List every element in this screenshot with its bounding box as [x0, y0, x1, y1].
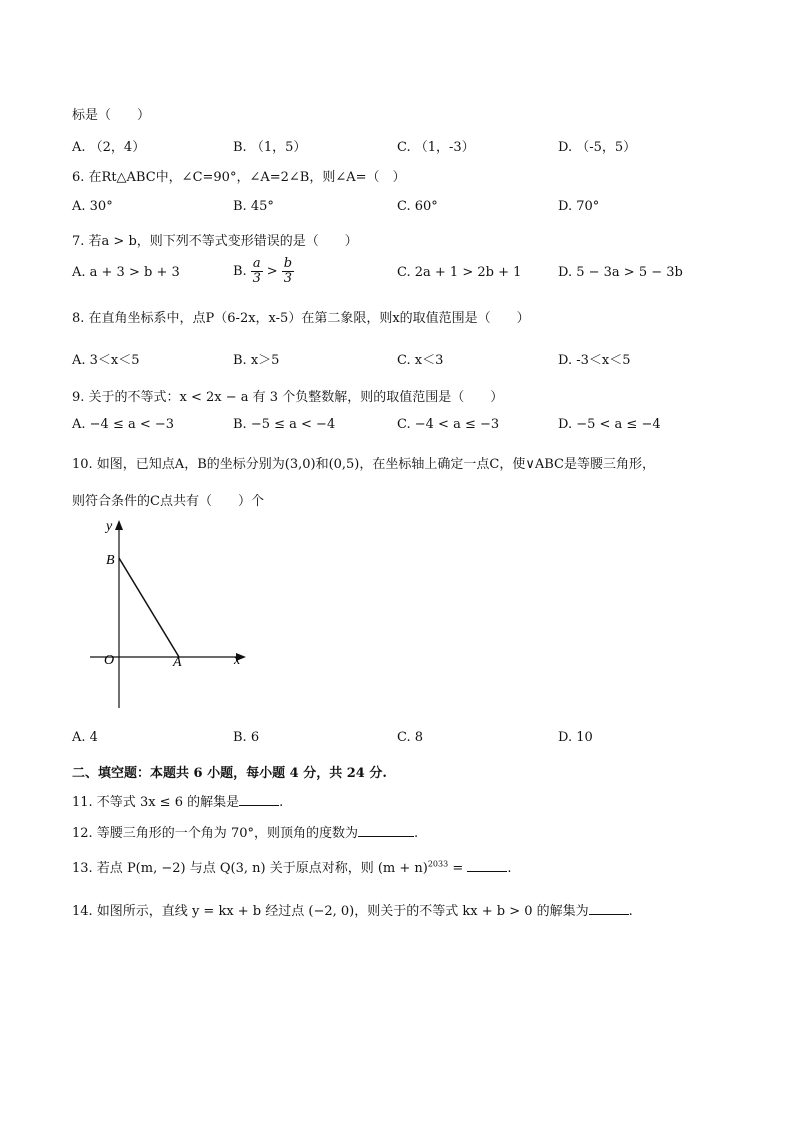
q11: [72, 791, 283, 810]
q13-equals: =: [448, 861, 468, 876]
q6-text: 6. 在Rt△ABC中，∠C=90°，∠A=2∠B，则∠A=（ ）: [72, 170, 406, 185]
q10-option-c: C. 8: [397, 730, 424, 745]
answer-blank: [589, 902, 629, 915]
q8-option-b: B. x＞5: [233, 353, 280, 368]
q14-text: 14. 如图所示，直线 y = kx + b 经过点 (−2, 0)，则关于的不等式 kx + b > 0 的解集为: [72, 904, 589, 919]
fraction-denominator: 3: [283, 271, 293, 286]
q9-option-c: C. −4 < a ≤ −3: [397, 417, 500, 432]
section-title: 二、填空题：本题共 6 小题，每小题 4 分，共 24 分.: [72, 766, 387, 781]
q6-option-c: C. 60°: [397, 199, 438, 214]
fraction-numerator: a: [252, 256, 261, 271]
q8-option-a: A. 3＜x＜5: [72, 353, 140, 368]
x-axis-label: x: [234, 653, 241, 668]
q14-end: .: [628, 904, 633, 919]
fraction-numerator: b: [283, 256, 293, 271]
q5-option-c: C. （1，-3）: [397, 140, 475, 155]
q5-option-a: A. （2，4）: [72, 140, 146, 155]
q13-end: .: [507, 861, 512, 876]
q13-exponent: 2033: [427, 859, 449, 869]
q6-option-d: D. 70°: [558, 199, 600, 214]
q13-text: 13. 若点 P(m, −2) 与点 Q(3, n) 关于原点对称，则 (m + n): [72, 861, 428, 876]
q7-option-a: A. a + 3 > b + 3: [72, 265, 180, 280]
q9-option-b: B. −5 ≤ a < −4: [233, 417, 336, 432]
answer-blank: [239, 793, 279, 806]
q13: [72, 857, 512, 876]
q7-option-c: C. 2a + 1 > 2b + 1: [397, 265, 522, 280]
q11-text: 11. 不等式 3x ≤ 6 的解集是: [72, 795, 240, 810]
q7-fraction-right: [282, 257, 294, 286]
q8-option-d: D. -3＜x＜5: [558, 353, 631, 368]
q5-option-d: D. （-5，5）: [558, 140, 637, 155]
q7-option-b: [233, 257, 294, 286]
q12: [72, 822, 418, 841]
q6-option-a: A. 30°: [72, 199, 113, 214]
q11-end: .: [279, 795, 284, 810]
y-axis-arrow-icon: [115, 520, 123, 530]
q5-tail: 标是（ ）: [72, 108, 151, 123]
greater-than-sign: >: [266, 264, 278, 279]
q10-option-d: D. 10: [558, 730, 593, 745]
q14: [72, 900, 633, 919]
q10-figure: [86, 518, 256, 713]
q10-option-a: A. 4: [72, 730, 98, 745]
q10-text-line2: 则符合条件的C点共有（ ）个: [72, 494, 264, 509]
q5-option-b: B. （1，5）: [233, 140, 307, 155]
q12-text: 12. 等腰三角形的一个角为 70°，则顶角的度数为: [72, 826, 358, 841]
origin-label: O: [104, 653, 115, 668]
q7-text: 7. 若a > b，则下列不等式变形错误的是（ ）: [72, 234, 358, 249]
q7-fraction-left: [251, 257, 263, 286]
answer-blank: [467, 859, 507, 872]
q6-option-b: B. 45°: [233, 199, 274, 214]
answer-blank: [358, 824, 414, 837]
q8-text: 8. 在直角坐标系中，点P（6-2x，x-5）在第二象限，则x的取值范围是（ ）: [72, 311, 530, 326]
q10-text: 10. 如图，已知点A，B的坐标分别为(3,0)和(0,5)，在坐标轴上确定一点C，使∨ABC是等腰三角形，: [72, 457, 655, 472]
q10-option-b: B. 6: [233, 730, 260, 745]
q12-end: .: [413, 826, 419, 841]
q9-option-d: D. −5 < a ≤ −4: [558, 417, 661, 432]
point-b-label: B: [106, 553, 115, 568]
q8-option-c: C. x＜3: [397, 353, 444, 368]
y-axis-label: y: [106, 519, 113, 534]
q7-option-b-label: B.: [233, 264, 247, 279]
fraction-denominator: 3: [252, 271, 261, 286]
segment-ab: [119, 558, 179, 657]
point-a-label: A: [173, 655, 182, 670]
q7-option-d: D. 5 − 3a > 5 − 3b: [558, 265, 683, 280]
q9-option-a: A. −4 ≤ a < −3: [72, 417, 175, 432]
q9-text: 9. 关于的不等式：x < 2x − a 有 3 个负整数解，则的取值范围是（ ）: [72, 390, 504, 405]
